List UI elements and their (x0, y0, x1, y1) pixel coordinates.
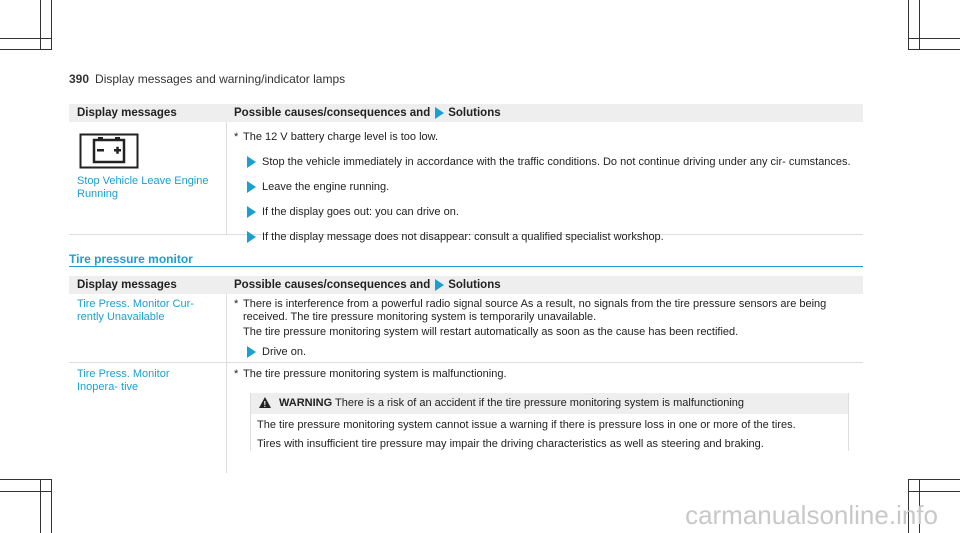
page-number: 390 (69, 72, 90, 86)
col-header-causes: Possible causes/consequences and Solutions (234, 279, 501, 291)
crop-mark (0, 479, 52, 480)
page-header (69, 72, 345, 86)
solution-step: Leave the engine running. (234, 181, 855, 194)
page-title: Display messages and warning/indicator lamps (95, 72, 346, 86)
crop-mark (908, 49, 960, 50)
warning-box (250, 393, 849, 451)
tire-pressure-table (69, 276, 863, 473)
col-header-messages: Display messages (77, 279, 177, 291)
solution-step: Stop the vehicle immediately in accordance with the traffic conditions. Do not continue driving under any cir- cumstances. (234, 156, 855, 169)
solution-step: If the display goes out: you can drive on. (234, 206, 855, 219)
cause-text: The tire pressure monitoring system is malfunctioning. (243, 368, 507, 380)
table-row (69, 122, 863, 243)
causes-cell: * There is interference from a powerful radio signal source As a result, no signals from the tire pressure sensors are being received. The tire pressure monitoring system is temporarily unavailable. The tire pressure monitoring system will restart automatically as soon as the cause has been rectified. Drive on. (234, 298, 855, 359)
crop-mark (0, 491, 52, 492)
solution-arrow-icon (435, 107, 444, 119)
cause-text: The 12 V battery charge level is too low. (243, 131, 439, 143)
step-arrow-icon (247, 156, 256, 168)
crop-mark (908, 491, 960, 492)
watermark: carmanualsonline.info (685, 500, 938, 530)
section-heading: Tire pressure monitor (69, 252, 863, 267)
step-arrow-icon (247, 231, 256, 243)
causes-cell: * The tire pressure monitoring system is malfunctioning. ! WARNING There is a risk of an accident if the tire pressure monitoring system is malfunctioning The tire pressure monitoring system cannot issue a warning if there is pressure loss in one or more of the tires. Tires with insufficient tire pressure may impair the driving characteristics as well as steering and braking. (234, 368, 855, 457)
causes-cell: * The 12 V battery charge level is too low. Stop the vehicle immediately in accordance with the traffic conditions. Do not continue driving under any cir- cumstances. Leave the engine running. If the display goes out: you can drive on. If the display message does not disappear: consult a qualified specialist workshop. (234, 131, 855, 244)
table-row (69, 294, 863, 363)
cause-text: There is interference from a powerful radio signal source As a result, no signals from the tire pressure sensors are being received. The tire pressure monitoring system is temporarily unavailable. (243, 298, 827, 323)
table-row (69, 363, 863, 473)
display-message-table (69, 104, 863, 243)
crop-mark (51, 0, 52, 50)
crop-mark (0, 38, 52, 39)
col-header-causes: Possible causes/consequences and Solutions (234, 107, 501, 119)
crop-mark (908, 0, 909, 50)
crop-mark (908, 479, 960, 480)
crop-mark (51, 479, 52, 533)
step-arrow-icon (247, 181, 256, 193)
crop-mark (40, 479, 41, 533)
cause-text: The tire pressure monitoring system will restart automatically as soon as the cause has been rectified. (243, 326, 739, 338)
solution-step: If the display message does not disappear: consult a qualified specialist workshop. (234, 231, 855, 244)
display-message-label: Stop Vehicle Leave Engine Running (77, 175, 209, 200)
col-header-messages: Display messages (77, 107, 177, 119)
table-header (69, 104, 863, 122)
crop-mark (40, 0, 41, 50)
crop-mark (908, 38, 960, 39)
display-message-label: Tire Press. Monitor Inopera- tive (77, 368, 170, 393)
step-arrow-icon (247, 346, 256, 358)
step-arrow-icon (247, 206, 256, 218)
display-message-label: Tire Press. Monitor Cur- rently Unavailable (77, 298, 194, 323)
crop-mark (919, 0, 920, 50)
battery-icon (79, 133, 139, 169)
table-header (69, 276, 863, 294)
solution-step: Drive on. (234, 346, 855, 359)
warning-header: ! WARNING There is a risk of an accident if the tire pressure monitoring system is malfunctioning (251, 393, 848, 414)
crop-mark (0, 49, 52, 50)
warning-body: The tire pressure monitoring system cannot issue a warning if there is pressure loss in one or more of the tires. Tires with insufficient tire pressure may impair the driving characteristics as well as steering and braking. (257, 419, 796, 450)
warning-triangle-icon (259, 397, 271, 408)
solution-arrow-icon (435, 279, 444, 291)
